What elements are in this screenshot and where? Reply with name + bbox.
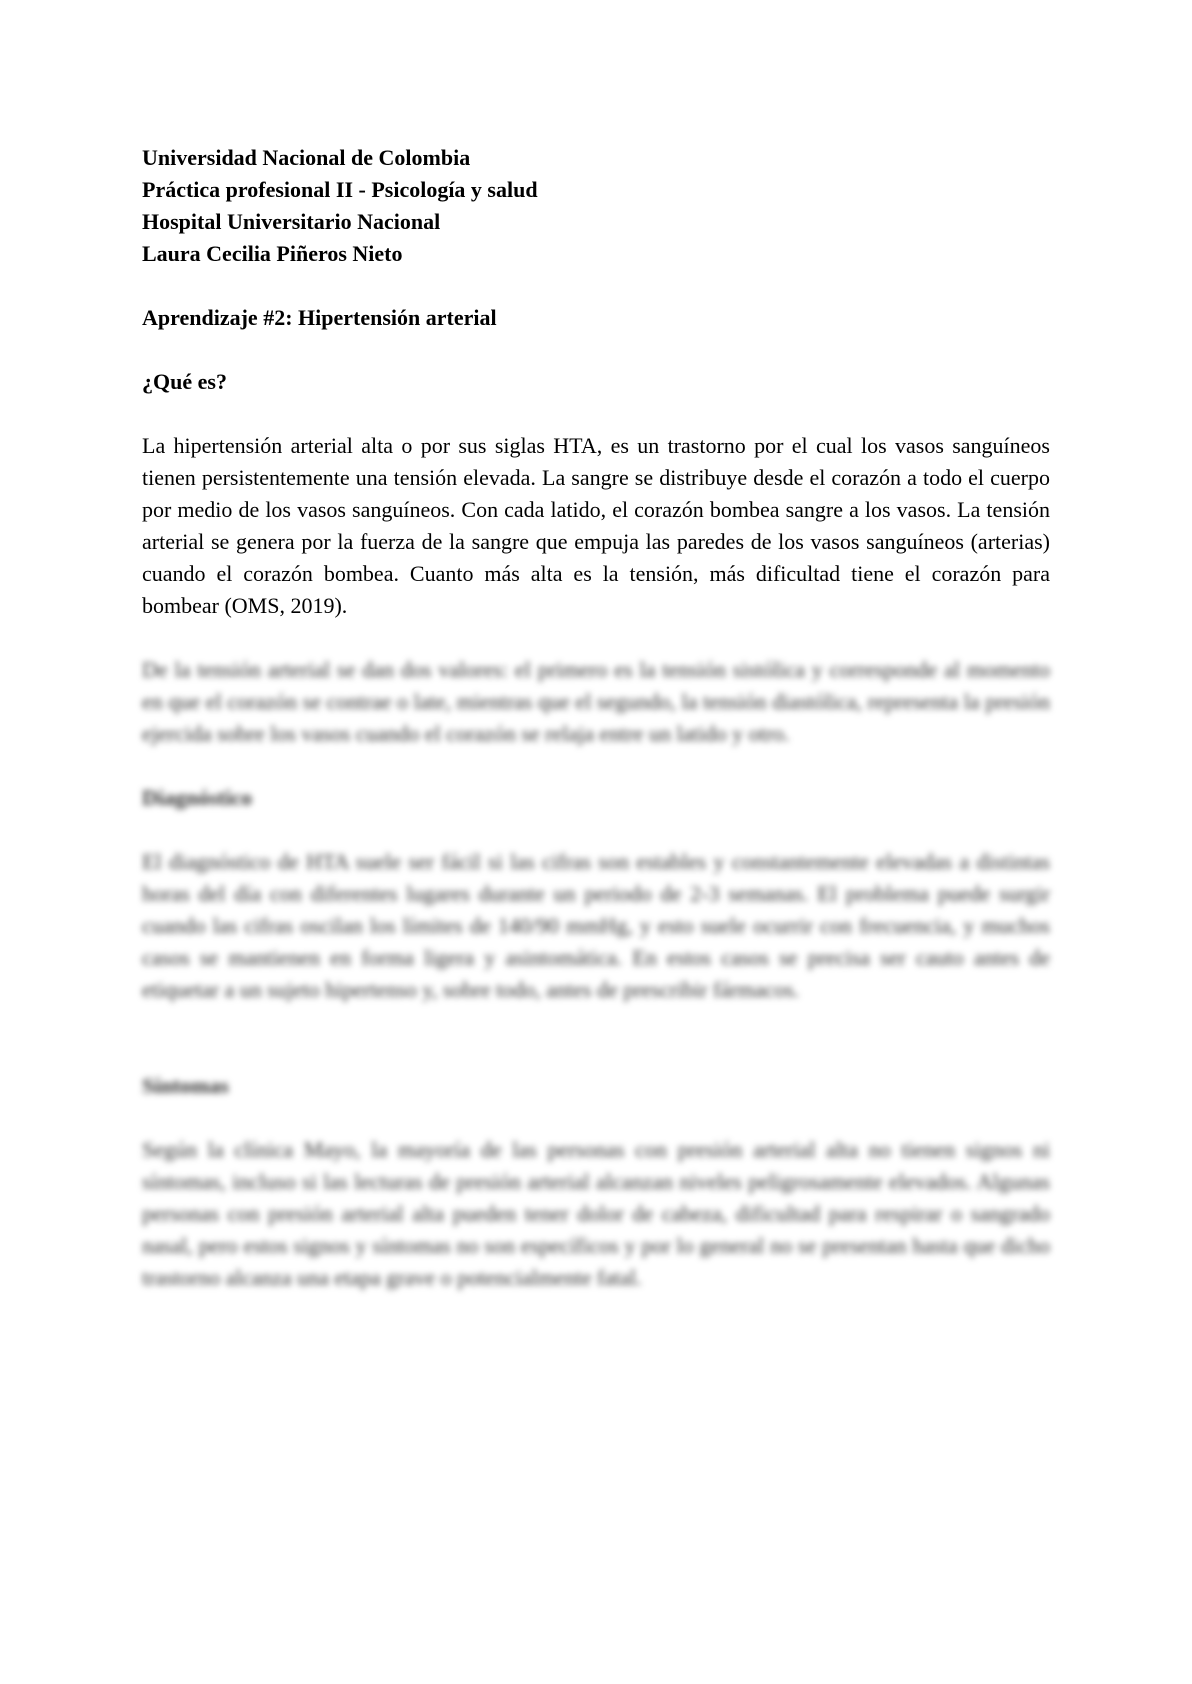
course-name: Práctica profesional II - Psicología y salud	[142, 177, 538, 202]
paragraph-symptoms: Según la clínica Mayo, la mayoría de las personas con presión arterial alta no tienen signos ni síntomas, incluso si las lecturas de presión arterial alcanzan niveles peligrosamente elevados. Algunas personas con presión arterial alta pueden tener dolor de cabeza, dificultad para respirar o sangrado nasal, pero estos signos y síntomas no son específicos y por lo general no se presentan hasta que dicho trastorno alcanza una etapa grave o potencialmente fatal.	[142, 1137, 1050, 1290]
university-name: Universidad Nacional de Colombia	[142, 145, 471, 170]
document-header	[142, 142, 1050, 270]
paragraph-definition: La hipertensión arterial alta o por sus siglas HTA, es un trastorno por el cual los vasos sanguíneos tienen persistentemente una tensión elevada. La sangre se distribuye desde el corazón a todo el cuerpo por medio de los vasos sanguíneos. Con cada latido, el corazón bombea sangre a los vasos. La tensión arterial se genera por la fuerza de la sangre que empuja las paredes de los vasos sanguíneos (arterias) cuando el corazón bombea. Cuanto más alta es la tensión, más dificultad tiene el corazón para bombear (OMS, 2019).	[142, 433, 1050, 618]
hospital-name: Hospital Universitario Nacional	[142, 209, 441, 234]
paragraph-diagnosis: El diagnóstico de HTA suele ser fácil si las cifras son estables y constantemente elevadas a distintas horas del día con diferentes lugares durante un periodo de 2-3 semanas. El problema puede surgir cuando las cifras oscilan los límites de 140/90 mmHg, y esto suele ocurrir con frecuencia, y muchos casos se mantienen en forma ligera y asintomática. En estos casos se precisa ser cauto antes de etiquetar a un sujeto hipertenso y, sobre todo, antes de prescribir fármacos.	[142, 849, 1050, 1002]
document-page	[142, 142, 1050, 1294]
section-heading-que-es: ¿Qué es?	[142, 369, 227, 394]
author-name: Laura Cecilia Piñeros Nieto	[142, 241, 403, 266]
section-heading-diagnostico: Diagnóstico	[142, 785, 252, 810]
document-title: Aprendizaje #2: Hipertensión arterial	[142, 305, 497, 330]
section-heading-sintomas: Síntomas	[142, 1073, 229, 1098]
paragraph-blood-pressure-values: De la tensión arterial se dan dos valores: el primero es la tensión sistólica y corresponde al momento en que el corazón se contrae o late, mientras que el segundo, la tensión diastólica, representa la presión ejercida sobre los vasos cuando el corazón se relaja entre un latido y otro.	[142, 657, 1050, 746]
